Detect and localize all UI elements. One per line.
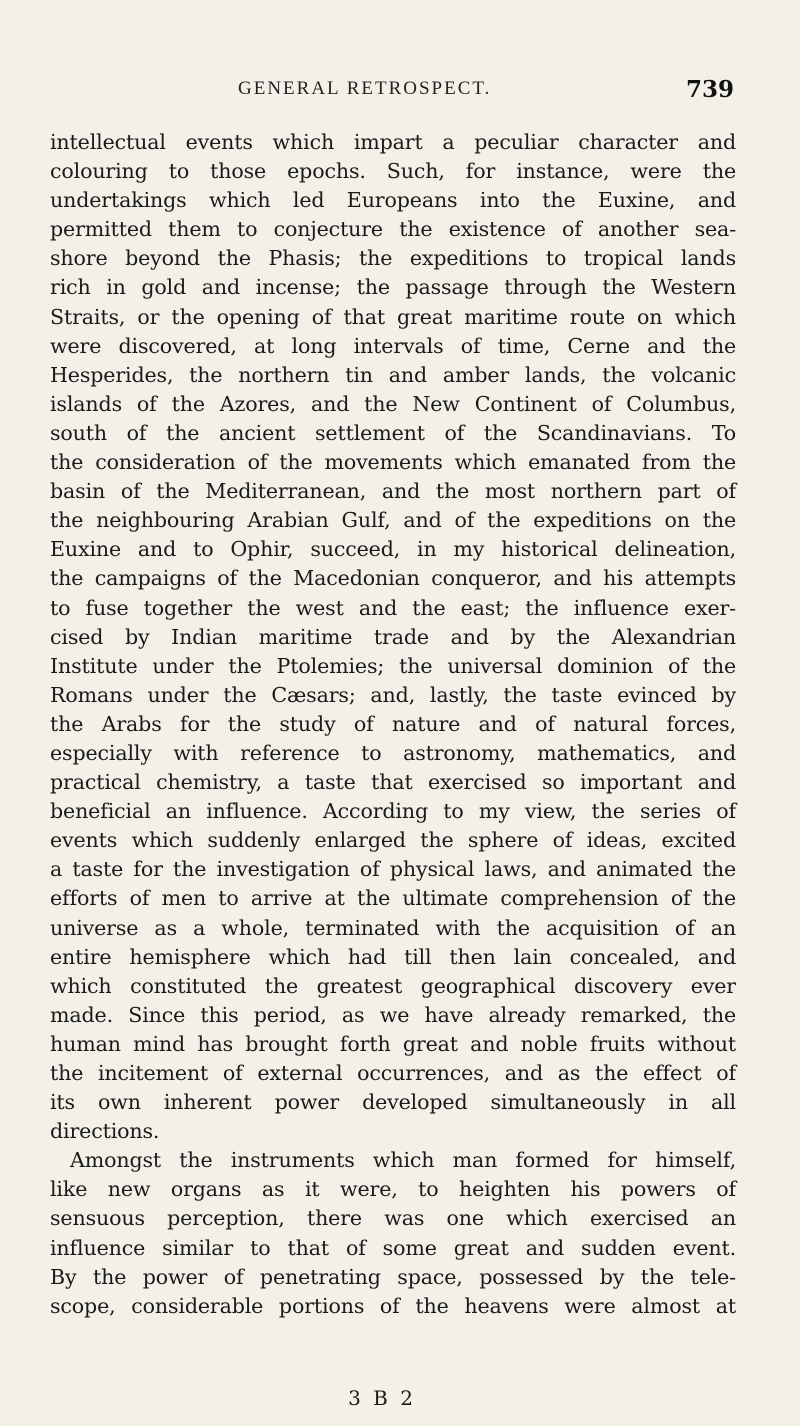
text-line: like new organs as it were, to heighten his powers of (50, 1177, 736, 1202)
text-line: Hesperides, the northern tin and amber lands, the volcanic (50, 362, 736, 387)
text-line: Romans under the Cæsars; and, lastly, the taste evinced by (50, 682, 736, 707)
text-line: the Arabs for the study of nature and of natural forces, (50, 711, 736, 736)
text-line: practical chemistry, a taste that exercised so important and (50, 770, 736, 795)
text-line: Straits, or the opening of that great maritime route on which (50, 304, 736, 329)
text-line: universe as a whole, terminated with the acquisition of an (50, 915, 736, 940)
text-line: colouring to those epochs. Such, for instance, were the (50, 159, 736, 184)
text-line: the consideration of the movements which emanated from the (50, 450, 736, 475)
text-line: which constituted the greatest geographical discovery ever (50, 973, 736, 998)
text-line: intellectual events which impart a peculiar character and (50, 130, 736, 154)
page-number: 739 (686, 76, 735, 103)
text-line: shore beyond the Phasis; the expeditions to tropical lands (50, 246, 736, 271)
text-line: efforts of men to arrive at the ultimate comprehension of the (50, 886, 736, 911)
text-line: sensuous perception, there was one which exercised an (50, 1206, 736, 1231)
text-line: especially with reference to astronomy, mathematics, and (50, 740, 736, 765)
text-line: the campaigns of the Macedonian conqueror, and his attempts (50, 566, 736, 591)
text-line: influence similar to that of some great and sudden event. (50, 1235, 736, 1260)
text-line: south of the ancient settlement of the Scandinavians. To (50, 420, 736, 445)
body-text (50, 128, 736, 1321)
text-line: human mind has brought forth great and noble fruits without (50, 1031, 736, 1056)
running-head: GENERAL RETROSPECT. (238, 78, 492, 99)
text-line: beneficial an influence. According to my view, the series of (50, 799, 736, 824)
text-line: directions. (50, 1119, 160, 1144)
text-line: permitted them to conjecture the existence of another sea- (50, 217, 736, 242)
signature-mark: 3 B 2 (348, 1386, 416, 1410)
signature-mark-container (0, 1386, 800, 1410)
text-line: to fuse together the west and the east; the influence exer- (50, 595, 736, 620)
text-line: were discovered, at long intervals of time, Cerne and the (50, 333, 736, 358)
text-line: made. Since this period, as we have already remarked, the (50, 1002, 736, 1027)
text-line: its own inherent power developed simultaneously in all (50, 1090, 736, 1115)
page-header (0, 76, 800, 106)
text-line: Amongst the instruments which man formed for himself, (70, 1148, 736, 1173)
text-line: Euxine and to Ophir, succeed, in my historical delineation, (50, 537, 736, 562)
text-line: scope, considerable portions of the heavens were almost at (50, 1293, 736, 1318)
text-line: Institute under the Ptolemies; the universal dominion of the (50, 653, 736, 678)
text-line: islands of the Azores, and the New Continent of Columbus, (50, 391, 736, 416)
text-line: the neighbouring Arabian Gulf, and of the expeditions on the (50, 508, 736, 533)
text-line: the incitement of external occurrences, and as the effect of (50, 1061, 736, 1085)
text-line: a taste for the investigation of physical laws, and animated the (50, 857, 736, 882)
text-line: undertakings which led Europeans into the Euxine, and (50, 188, 736, 213)
text-line: events which suddenly enlarged the sphere of ideas, excited (50, 828, 736, 853)
text-line: cised by Indian maritime trade and by the Alexandrian (50, 624, 736, 649)
text-line: entire hemisphere which had till then lain concealed, and (50, 944, 736, 969)
text-line: By the power of penetrating space, possessed by the tele- (50, 1264, 736, 1289)
text-line: rich in gold and incense; the passage through the Western (50, 275, 736, 300)
text-line: basin of the Mediterranean, and the most northern part of (50, 479, 736, 504)
